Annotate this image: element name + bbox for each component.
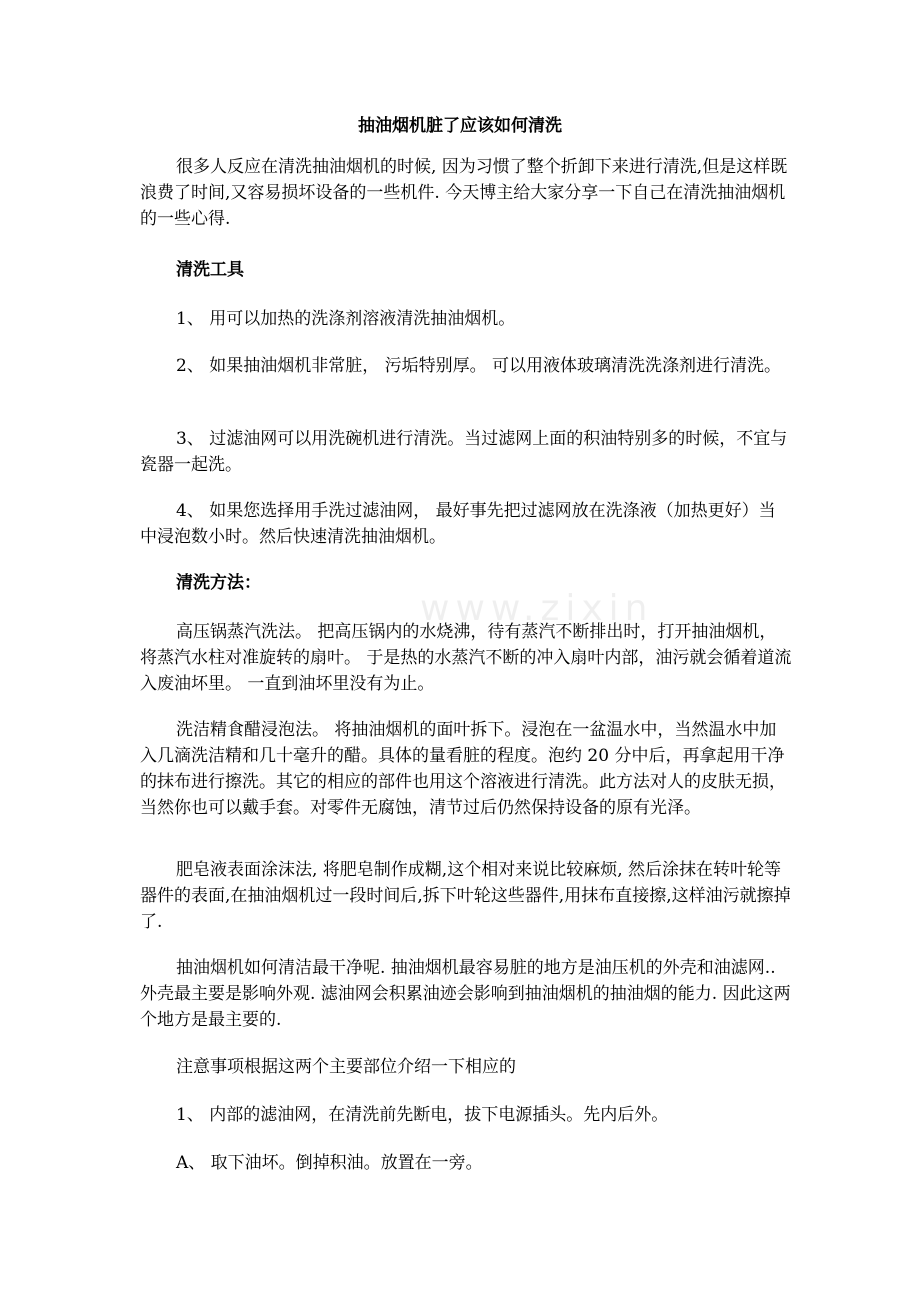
- watermark-logo: www.zixin: [420, 588, 654, 629]
- tool-item-1: 1、 用可以加热的洗涤剂溶液清洗抽油烟机。: [176, 309, 516, 329]
- method-steam-paragraph: 高压锅蒸汽洗法。 把高压锅内的水烧沸，待有蒸汽不断排出时，打开抽油烟机，将蒸汽水柱对准旋转的扇叶。 于是热的水蒸汽不断的冲入扇叶内部，油污就会循着道流入废油坏里。 一直到油坏里没有为止。: [140, 622, 792, 694]
- tools-heading: 清洗工具: [176, 260, 244, 280]
- tool-item-2: 2、 如果抽油烟机非常脏， 污垢特别厚。 可以用液体玻璃清洗洗涤剂进行清洗。: [176, 356, 782, 376]
- notes-intro-paragraph: 注意事项根据这两个主要部位介绍一下相应的: [176, 1057, 516, 1077]
- document-title: 抽油烟机脏了应该如何清洗: [358, 116, 562, 136]
- note-item-a: A、 取下油坏。倒掉积油。放置在一旁。: [176, 1153, 483, 1173]
- method-soap-paragraph: 肥皂液表面涂沫法, 将肥皂制作成糊,这个相对来说比较麻烦, 然后涂抹在转叶轮等器件的表面,在抽油烟机过一段时间后,拆下叶轮这些器件,用抹布直接擦,这样油污就擦掉了.: [140, 860, 791, 932]
- tool-item-4: 4、 如果您选择用手洗过滤油网， 最好事先把过滤网放在洗涤液（加热更好）当中浸泡数小时。然后快速清洗抽油烟机。: [140, 501, 776, 547]
- methods-heading: 清洗方法：: [176, 573, 261, 593]
- note-item-1: 1、 内部的滤油网，在清洗前先断电，拔下电源插头。先内后外。: [176, 1105, 669, 1125]
- intro-paragraph: 很多人反应在清洗抽油烟机的时候, 因为习惯了整个折卸下来进行清洗,但是这样既浪费了时间,又容易损坏设备的一些机件. 今天博主给大家分享一下自己在清洗抽油烟机的一些心得.: [140, 157, 788, 229]
- method-vinegar-paragraph: 洗洁精食醋浸泡法。 将抽油烟机的面叶拆下。浸泡在一盆温水中，当然温水中加入几滴洗洁精和几十毫升的醋。具体的量看脏的程度。泡约 20 分中后，再拿起用干净的抹布进行擦洗。其它的相应的部件也用这个溶液进行清洗。此方法对人的皮肤无损，当然你也可以戴手套。对零件无腐蚀，清节过后仍然保持设备的原有光泽。: [140, 720, 786, 818]
- tool-item-3: 3、 过滤油网可以用洗碗机进行清洗。当过滤网上面的积油特别多的时候，不宜与瓷器一起洗。: [140, 429, 788, 475]
- cleanest-paragraph: 抽油烟机如何清洁最干净呢. 抽油烟机最容易脏的地方是油压机的外壳和油滤网.. 外壳最主要是影响外观. 滤油网会积累油迹会影响到抽油烟机的抽油烟的能力. 因此这两个地方是最主要的.: [140, 958, 791, 1030]
